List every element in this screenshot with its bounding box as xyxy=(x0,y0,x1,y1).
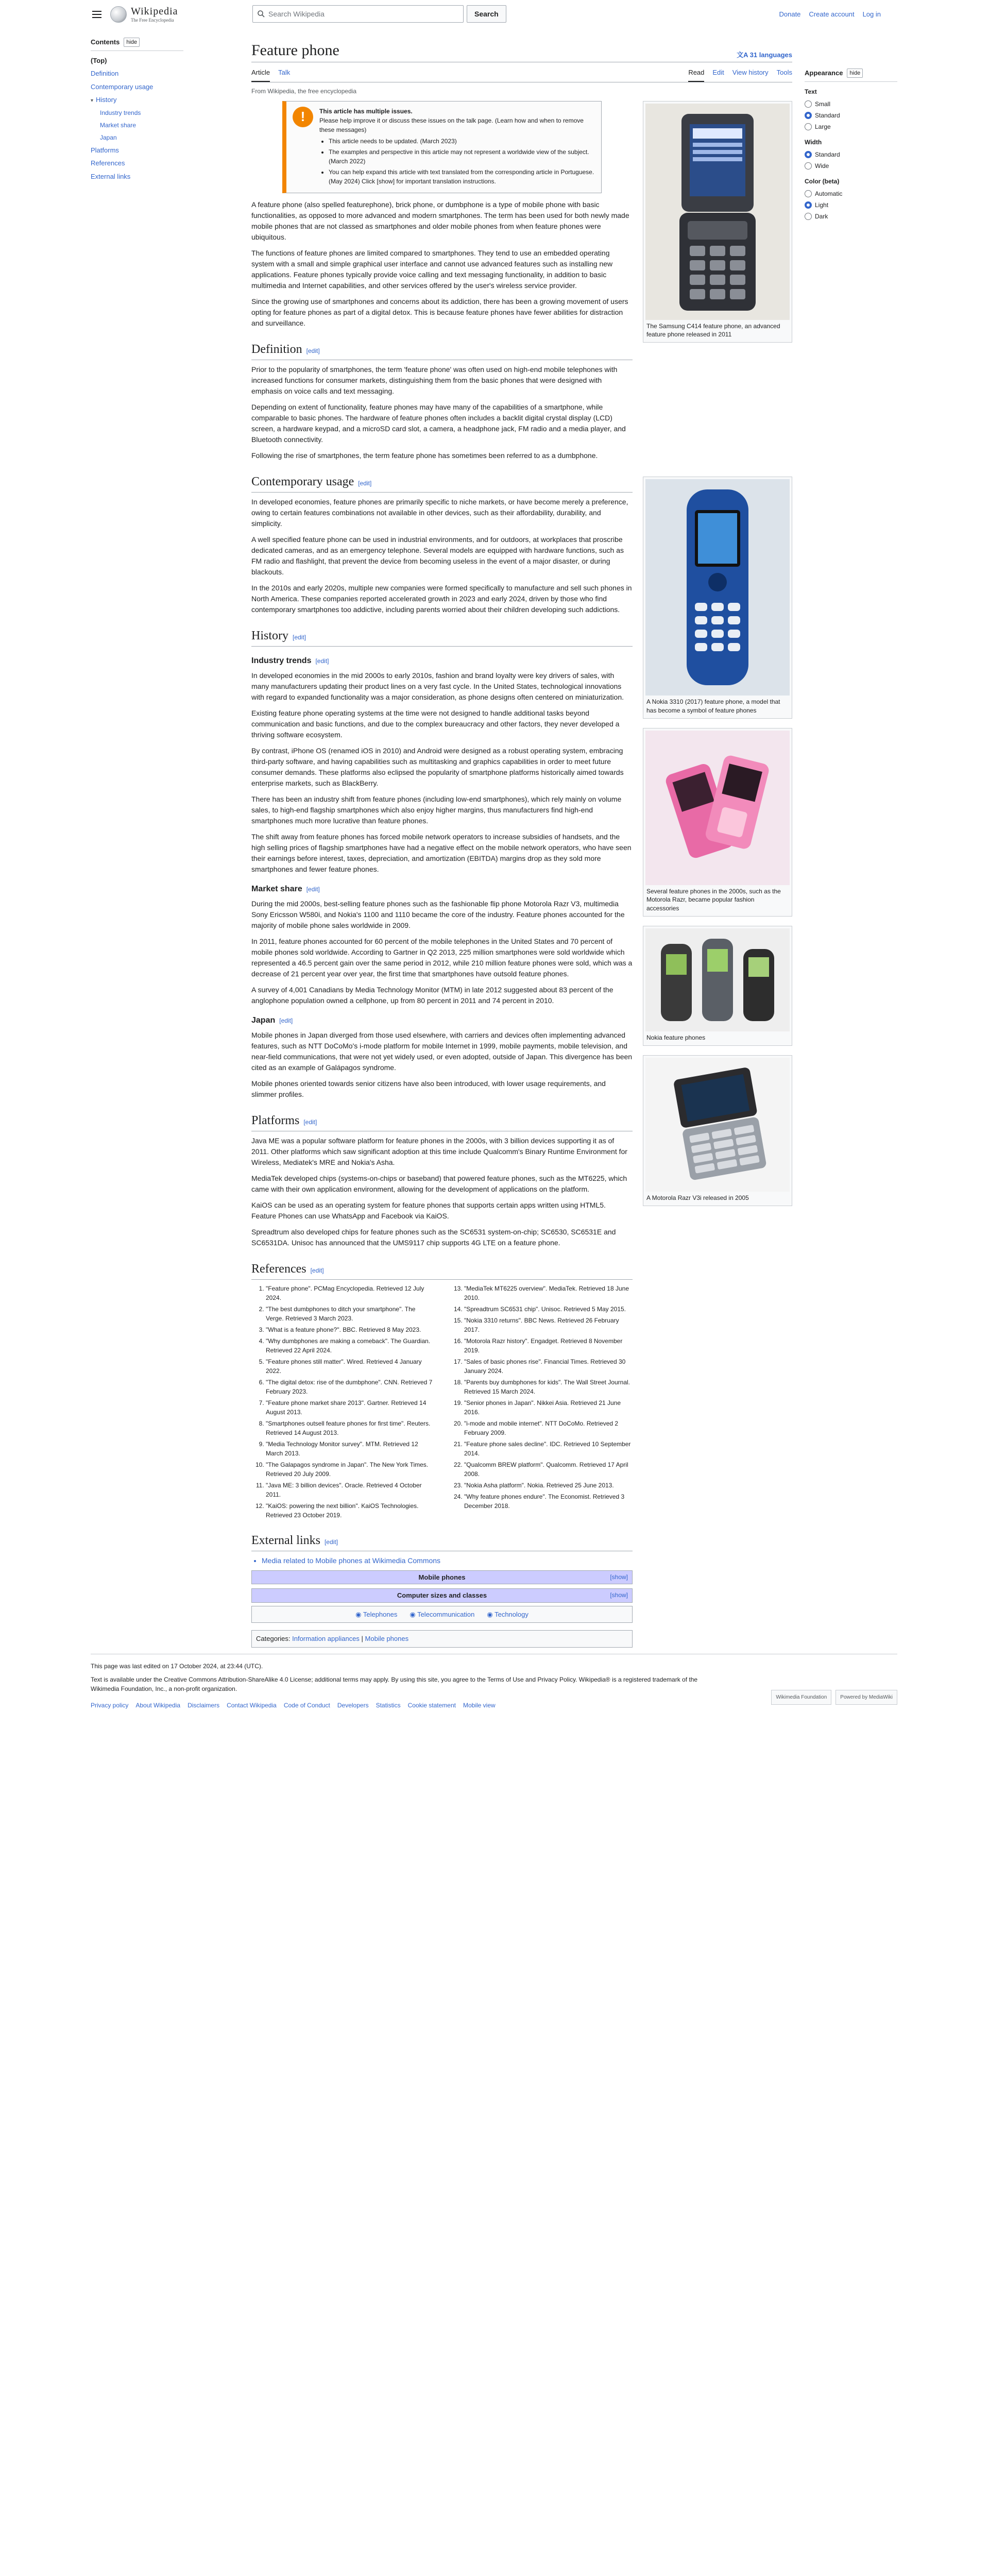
site-tagline: The Free Encyclopedia xyxy=(131,18,174,23)
search-icon xyxy=(257,10,265,18)
section-heading xyxy=(251,626,633,647)
section-paragraph: During the mid 2000s, best-selling feature phones such as the fashionable flip phone Motorola Razr V3, multimedia Sony Ericsson W580i, and Nokia's 1100 and 1110 became the core of the industry. Feature phones accounted for the majority of mobile phone sales worldwide in 2009. xyxy=(251,899,625,929)
portal-link[interactable] xyxy=(487,1609,528,1620)
reference-item: 15. "Nokia 3310 returns". BBC News. Retrieved 26 February 2017. xyxy=(464,1316,633,1334)
reference-item: 22. "Qualcomm BREW platform". Qualcomm. Retrieved 17 April 2008. xyxy=(464,1460,633,1479)
figure xyxy=(643,926,792,1046)
section-paragraph: KaiOS can be used as an operating system for feature phones that supports certain apps written using HTML5. Feature Phones can use WhatsApp and Facebook via KaiOS. xyxy=(251,1200,606,1220)
footer-link[interactable]: Statistics xyxy=(376,1702,401,1709)
radio-button[interactable] xyxy=(805,151,812,158)
categories-label: Categories: xyxy=(256,1635,291,1642)
table-of-contents xyxy=(91,37,183,183)
figure-image[interactable] xyxy=(645,104,790,320)
reference-item: 21. "Feature phone sales decline". IDC. Retrieved 10 September 2014. xyxy=(464,1439,633,1458)
appearance-option-label: Wide xyxy=(815,162,829,170)
hamburger-menu-icon[interactable] xyxy=(91,8,103,21)
toc-item[interactable] xyxy=(91,80,183,94)
navbox-title-text: Mobile phones xyxy=(418,1573,466,1581)
reference-item: 8. "Smartphones outsell feature phones for first time". Reuters. Retrieved 14 August 2013. xyxy=(266,1419,434,1437)
appearance-group xyxy=(805,87,897,132)
toc-hide-button[interactable]: hide xyxy=(124,38,140,47)
section-heading xyxy=(251,1111,633,1131)
from-line: From Wikipedia, the free encyclopedia xyxy=(251,87,357,95)
reference-item: 19. "Senior phones in Japan". Nikkei Asia. Retrieved 21 June 2016. xyxy=(464,1398,633,1417)
appearance-group-title: Width xyxy=(805,138,822,146)
header-link-log-in[interactable]: Log in xyxy=(862,10,881,18)
issues-notice-box xyxy=(282,101,602,193)
portal-link[interactable] xyxy=(410,1609,474,1620)
appearance-panel xyxy=(805,68,897,222)
header-link-create-account[interactable]: Create account xyxy=(809,10,855,18)
tab-edit[interactable]: Edit xyxy=(712,69,724,76)
ambox-issue: • This article needs to be updated. (March 2023) xyxy=(329,137,595,146)
radio-button[interactable] xyxy=(805,123,812,130)
warning-icon: ! xyxy=(293,107,313,127)
languages-label: 31 languages xyxy=(749,50,792,59)
appearance-group-title: Text xyxy=(805,88,817,95)
section-heading xyxy=(251,1014,633,1027)
search-input[interactable] xyxy=(252,5,464,23)
navbox-title xyxy=(252,1589,632,1602)
portal-icon: ◉ xyxy=(410,1610,418,1618)
radio-button[interactable] xyxy=(805,162,812,170)
appearance-option[interactable] xyxy=(805,160,897,172)
intro-paragraph: Since the growing use of smartphones and concerns about its addiction, there has been a growing movement of users opting for feature phones as part of a digital detox. This is because feature phones have fewer abilities for distraction and surveillance. xyxy=(251,297,628,327)
reference-item: 18. "Parents buy dumbphones for kids". The Wall Street Journal. Retrieved 15 March 2024. xyxy=(464,1378,633,1396)
section-paragraph: By contrast, iPhone OS (renamed iOS in 2010) and Android were designed as a robust operating system, embracing third-party software, and having capabilities such as multitasking and graphics capabilities in order to meet future consumer demands. These platforms also eclipsed the popularity of smartphone platforms historically aimed towards enterprise markets, such as BlackBerry. xyxy=(251,746,624,787)
toc-title: Contents xyxy=(91,38,120,46)
section-paragraph: Following the rise of smartphones, the term feature phone has sometimes been referred to as a dumbphone. xyxy=(251,451,598,460)
edit-link[interactable]: [edit] xyxy=(324,1538,338,1546)
section-heading-text: Definition xyxy=(251,342,302,356)
site-name: Wikipedia xyxy=(131,6,178,17)
category-link[interactable]: Mobile phones xyxy=(365,1635,409,1642)
edit-link[interactable]: [edit] xyxy=(293,633,306,641)
external-link[interactable]: • Media related to Mobile phones at Wikimedia Commons xyxy=(262,1555,633,1566)
header-link-donate[interactable]: Donate xyxy=(779,10,801,18)
appearance-group xyxy=(805,138,897,172)
reference-item: 4. "Why dumbphones are making a comeback". The Guardian. Retrieved 22 April 2024. xyxy=(266,1336,434,1355)
toc-item-label: (Top) xyxy=(91,56,107,64)
edit-link[interactable]: [edit] xyxy=(306,885,320,893)
section-paragraph: The shift away from feature phones has forced mobile network operators to increase subsidies of handsets, and the high selling prices of flagship smartphones have had a negative effect on the mobile network operators, who have seen their earnings before interest, taxes, depreciation, and amortization (EBITDA) margins drop as they sold more smartphones and fewer feature phones. xyxy=(251,832,632,873)
appearance-group xyxy=(805,177,897,222)
radio-button[interactable] xyxy=(805,190,812,197)
section-paragraph: In developed economies in the mid 2000s to early 2010s, fashion and brand loyalty were key drivers of sales, with many manufacturers updating their product lines on a very fast cycle. In the United States, technological innovations with regard to expanded functionality was a major consideration, as phone designs often centered on miniaturization. xyxy=(251,671,624,701)
edit-link[interactable]: [edit] xyxy=(279,1016,293,1024)
figure-image[interactable] xyxy=(645,731,790,885)
section-paragraph: A well specified feature phone can be used in industrial environments, and for outdoors, at workplaces that proscribe dedicated cameras, and as an emergency telephone. Several models are equipped with hardware functions, such as FM radio and flashlight, that prevent the device from becoming useless in the event of a major disaster, or during blackouts. xyxy=(251,535,624,576)
toc-item[interactable] xyxy=(91,157,183,170)
section-paragraph: In developed economies, feature phones are primarily specific to niche markets, or have become merely a preference, owing to certain features combinations not available in other devices, such as their affordability, durability, and simplicity. xyxy=(251,497,628,528)
section-paragraph: Spreadtrum also developed chips for feature phones such as the SC6531 system-on-chip; SC6530, SC6531E and SC6531DA. Unisoc has announced that the UMS9117 chip supports 4G LTE on a feature phone. xyxy=(251,1227,616,1247)
navbox xyxy=(251,1588,633,1603)
appearance-option[interactable] xyxy=(805,121,897,132)
section-paragraph: MediaTek developed chips (systems-on-chips or baseband) that powered feature phones, such as the MT6225, which came with their own application environment, allowing for the development of applications on the platform. xyxy=(251,1174,627,1193)
appearance-group-title: Color (beta) xyxy=(805,177,840,185)
tab-view-history[interactable]: View history xyxy=(732,69,769,76)
reference-item: 17. "Sales of basic phones rise". Financial Times. Retrieved 30 January 2024. xyxy=(464,1357,633,1376)
ambox-title: This article has multiple issues. xyxy=(319,107,413,115)
appearance-option-label: Standard xyxy=(815,111,840,119)
tab-talk[interactable]: Talk xyxy=(278,69,291,76)
appearance-option-label: Standard xyxy=(815,150,840,158)
figure xyxy=(643,101,792,343)
reference-item: 5. "Feature phones still matter". Wired. Retrieved 4 January 2022. xyxy=(266,1357,434,1376)
figure-image[interactable] xyxy=(645,1058,790,1192)
edit-link[interactable]: [edit] xyxy=(358,479,372,487)
section-paragraph: There has been an industry shift from feature phones (including low-end smartphones), which rely mainly on volume sales, to high-end flagship smartphones which also enjoy higher margins, thus manufacturers find high-end smartphones much more lucrative than feature phones. xyxy=(251,794,622,825)
toc-item[interactable] xyxy=(91,93,183,107)
footer-link[interactable]: About Wikipedia xyxy=(135,1702,181,1709)
intro-paragraph: A feature phone (also spelled featurephone), brick phone, or dumbphone is a type of mobile phone with basic functionalities, as opposed to more advanced and modern smartphones. The term has been used for both newly made mobile phones that are not classed as smartphones and older mobile phones from when feature phones were ubiquitous. xyxy=(251,200,629,241)
search-button[interactable]: Search xyxy=(467,5,506,23)
appearance-option[interactable] xyxy=(805,110,897,121)
portal-label: Telephones xyxy=(363,1610,398,1618)
toc-item[interactable] xyxy=(91,170,183,183)
portal-label: Technology xyxy=(494,1610,528,1618)
toc-item[interactable] xyxy=(91,119,183,131)
appearance-hide-button[interactable]: hide xyxy=(847,69,863,78)
reference-item: 20. "i-mode and mobile internet". NTT DoCoMo. Retrieved 2 February 2009. xyxy=(464,1419,633,1437)
navbox xyxy=(251,1570,633,1585)
reference-item: 11. "Java ME: 3 billion devices". Oracle. Retrieved 4 October 2011. xyxy=(266,1481,434,1499)
reference-item: 3. "What is a feature phone?". BBC. Retrieved 8 May 2023. xyxy=(266,1325,434,1334)
license-text: Text is available under the Creative Commons Attribution-ShareAlike 4.0 License; additional terms may apply. By using this site, you agree to the Terms of Use and Privacy Policy. Wikipedia® is a registered trademark of the Wikimedia Foundation, Inc., a non-profit organization. xyxy=(91,1676,698,1692)
section-heading-text: Contemporary usage xyxy=(251,474,354,488)
toc-item-label: Industry trends xyxy=(100,109,141,116)
appearance-option[interactable] xyxy=(805,149,897,160)
site-header xyxy=(0,0,989,29)
toc-item-label: History xyxy=(96,96,117,104)
references-heading: References [edit] xyxy=(251,1260,633,1280)
globe-logo-icon xyxy=(110,6,127,23)
reference-item: 7. "Feature phone market share 2013". Gartner. Retrieved 14 August 2013. xyxy=(266,1398,434,1417)
toc-list xyxy=(91,54,183,183)
radio-button[interactable] xyxy=(805,213,812,220)
figure-caption: The Samsung C414 feature phone, an advanced feature phone released in 2011 xyxy=(646,322,780,338)
appearance-option-label: Automatic xyxy=(815,190,843,197)
user-links xyxy=(779,9,881,20)
reference-item: 12. "KaiOS: powering the next billion". KaiOS Technologies. Retrieved 23 October 2019. xyxy=(266,1501,434,1520)
translate-icon: 文A xyxy=(737,50,750,59)
appearance-option-label: Large xyxy=(815,123,831,130)
figure xyxy=(643,477,792,719)
tab-read[interactable]: Read xyxy=(688,65,704,82)
footer-link[interactable]: Developers xyxy=(337,1702,369,1709)
toc-item-label: Market share xyxy=(100,121,137,129)
search-placeholder: Search Wikipedia xyxy=(268,9,325,18)
toc-item-label: Contemporary usage xyxy=(91,82,154,91)
appearance-option[interactable] xyxy=(805,199,897,211)
navbox-title-text: Computer sizes and classes xyxy=(397,1591,487,1599)
footer-link[interactable]: Mobile view xyxy=(463,1702,496,1709)
page-title: Feature phone xyxy=(251,42,339,59)
reference-item: 6. "The digital detox: rise of the dumbphone". CNN. Retrieved 7 February 2023. xyxy=(266,1378,434,1396)
reference-item: 14. "Spreadtrum SC6531 chip". Unisoc. Retrieved 5 May 2015. xyxy=(464,1304,633,1314)
reference-item: 16. "Motorola Razr history". Engadget. Retrieved 8 November 2019. xyxy=(464,1336,633,1355)
footer-link[interactable]: Contact Wikipedia xyxy=(227,1702,277,1709)
toc-item[interactable] xyxy=(91,67,183,80)
section-paragraph: In 2011, feature phones accounted for 60 percent of the mobile telephones in the United States and 70 percent of mobile phones sold worldwide. According to Gartner in Q2 2013, 225 million smartphones were sold worldwide which represented a 46.5 percent gain over the same period in 2012, while 210 million feature phones were sold, which was a decrease of 21 percent year over year, the first time that smartphones have outsold feature phones. xyxy=(251,937,633,978)
languages-button[interactable] xyxy=(737,50,792,60)
article-main xyxy=(251,41,792,1648)
reference-item: 23. "Nokia Asha platform". Nokia. Retrieved 25 June 2013. xyxy=(464,1481,633,1490)
last-edited: This page was last edited on 17 October 2024, at 23:44 (UTC). xyxy=(91,1663,263,1670)
section-heading-text: Japan xyxy=(251,1015,276,1025)
section-heading-text: Market share xyxy=(251,884,302,893)
figure xyxy=(643,728,792,917)
wikipedia-logo[interactable] xyxy=(110,6,178,23)
section-paragraph: Prior to the popularity of smartphones, the term 'feature phone' was often used on high-end mobile telephones with increased functions for consumer markets, distinguishing them from the basic phones that were designed with emphasis on voice calls and text messaging. xyxy=(251,365,618,395)
footer-link[interactable]: Cookie statement xyxy=(407,1702,456,1709)
toc-item-label: External links xyxy=(91,172,131,180)
radio-button[interactable] xyxy=(805,201,812,209)
radio-button[interactable] xyxy=(805,112,812,119)
radio-button[interactable] xyxy=(805,100,812,108)
figure-caption: Several feature phones in the 2000s, such as the Motorola Razr, became popular fashion accessories xyxy=(646,887,781,912)
edit-link[interactable]: [edit] xyxy=(315,657,329,665)
section-paragraph: Existing feature phone operating systems at the time were not designed to handle additional tasks beyond communication and basic functions, and due to the complex bureaucracy and other factors, they never developed a thriving software ecosystem. xyxy=(251,708,620,739)
figure xyxy=(643,1055,792,1206)
appearance-option-label: Light xyxy=(815,201,829,209)
edit-link[interactable]: [edit] xyxy=(306,347,320,354)
toc-item-label: References xyxy=(91,159,125,167)
section-paragraph: A survey of 4,001 Canadians by Media Technology Monitor (MTM) in late 2012 suggested about 83 percent of the anglophone population owned a cellphone, up from 80 percent in 2011 and 74 percent in 2010. xyxy=(251,985,613,1005)
section-heading-text: Industry trends xyxy=(251,656,312,665)
section-paragraph: Mobile phones in Japan diverged from those used elsewhere, with carriers and devices often implementing advanced features, such as NTT DoCoMo's i-mode platform for mobile Internet in 1999, mobile payments, mobile television, and near-field communications, that were not yet widely used, or even adopted, outside of Japan. This divergence has been cited as an example of Galápagos syndrome. xyxy=(251,1030,633,1072)
portal-bar xyxy=(251,1606,633,1623)
portal-label: Telecommunication xyxy=(417,1610,475,1618)
category-link[interactable]: Information appliances xyxy=(292,1635,360,1642)
section-paragraph: Depending on extent of functionality, feature phones may have many of the capabilities of a smartphone, while comparable to basic phones. The hardware of feature phones often includes a backlit digital crystal display (LCD) screen, a hardware keypad, and a microSD card slot, a camera, a headphone jack, FM radio and a media player, and Bluetooth connectivity. xyxy=(251,402,626,444)
navbox-toggle-button[interactable]: [show] xyxy=(610,1573,628,1581)
figure-image[interactable] xyxy=(645,928,790,1031)
toc-item[interactable] xyxy=(91,144,183,157)
figure-caption: A Nokia 3310 (2017) feature phone, a model that has become a symbol of feature phones xyxy=(646,698,780,714)
section-heading xyxy=(251,883,633,895)
edit-link[interactable]: [edit] xyxy=(303,1118,317,1126)
footer-link[interactable]: Code of Conduct xyxy=(283,1702,330,1709)
reference-item: 1. "Feature phone". PCMag Encyclopedia. Retrieved 12 July 2024. xyxy=(266,1284,434,1302)
section-heading-text: Platforms xyxy=(251,1113,300,1127)
section-heading-text: History xyxy=(251,629,288,642)
footer-link[interactable]: Privacy policy xyxy=(91,1702,129,1709)
reference-item: 9. "Media Technology Monitor survey". MTM. Retrieved 12 March 2013. xyxy=(266,1439,434,1458)
toc-item[interactable] xyxy=(91,54,183,67)
toc-item-label: Platforms xyxy=(91,146,119,154)
section-heading xyxy=(251,655,633,667)
navbox-title xyxy=(252,1571,632,1584)
edit-link[interactable]: [edit] xyxy=(310,1266,324,1274)
ambox-issue: • You can help expand this article with text translated from the corresponding article in Portuguese. (May 2024) Click [show] for important translation instructions. xyxy=(329,167,595,186)
intro-paragraph: The functions of feature phones are limited compared to smartphones. They tend to use an embedded operating system with a small and simple graphical user interface and cannot use advanced features such as installing new applications. Feature phones typically provide voice calling and text messaging functionality, in addition to basic multimedia and Internet capabilities, and other services offered by the user's wireless service provider. xyxy=(251,248,613,290)
reference-item: 13. "MediaTek MT6225 overview". MediaTek. Retrieved 18 June 2010. xyxy=(464,1284,633,1302)
reference-item: 2. "The best dumbphones to ditch your smartphone". The Verge. Retrieved 3 March 2023. xyxy=(266,1304,434,1323)
toc-item-label: Japan xyxy=(100,133,117,141)
references-list xyxy=(251,1284,633,1520)
figure-caption: Nokia feature phones xyxy=(646,1034,706,1042)
footer-badge[interactable]: Wikimedia Foundation xyxy=(771,1690,831,1705)
reference-item: 10. "The Galapagos syndrome in Japan". The New York Times. Retrieved 20 July 2009. xyxy=(266,1460,434,1479)
ambox-intro: Please help improve it or discuss these issues on the talk page. (Learn how and when to remove these messages) xyxy=(319,116,584,133)
figure-image[interactable] xyxy=(645,479,790,696)
toc-item-label: Definition xyxy=(91,70,119,77)
footer-link[interactable]: Disclaimers xyxy=(187,1702,220,1709)
appearance-title: Appearance xyxy=(805,69,843,77)
section-paragraph: Mobile phones oriented towards senior citizens have also been introduced, with lower usage requirements, and slimmer profiles. xyxy=(251,1079,606,1098)
navbox-toggle-button[interactable]: [show] xyxy=(610,1591,628,1599)
appearance-option-label: Dark xyxy=(815,212,828,220)
toc-item[interactable] xyxy=(91,131,183,144)
portal-icon: ◉ xyxy=(355,1610,363,1618)
toc-item[interactable] xyxy=(91,107,183,119)
ambox-issue: • The examples and perspective in this article may not represent a worldwide view of the subject. (March 2022) xyxy=(329,147,595,166)
footer-badge[interactable]: Powered by MediaWiki xyxy=(835,1690,897,1705)
appearance-option[interactable] xyxy=(805,188,897,199)
section-paragraph: In the 2010s and early 2020s, multiple new companies were formed specifically to manufacture and sell such phones in North America. These companies reported accelerated growth in 2023 and early 2024, driven by those who find contemporary smartphones too addictive, including parents worried about their children developing such addictions. xyxy=(251,583,632,614)
section-heading xyxy=(251,340,633,360)
appearance-option-label: Small xyxy=(815,100,831,108)
tab-article[interactable]: Article xyxy=(251,65,270,82)
category-links: Categories: Information appliances | Mobile phones xyxy=(251,1630,633,1648)
tab-tools[interactable]: Tools xyxy=(776,69,792,76)
appearance-option[interactable] xyxy=(805,98,897,110)
appearance-option[interactable] xyxy=(805,211,897,222)
chevron-down-icon[interactable]: ▾ xyxy=(91,98,94,104)
section-heading xyxy=(251,472,633,493)
external-links-heading: External links [edit] xyxy=(251,1531,633,1551)
section-paragraph: Java ME was a popular software platform for feature phones in the 2000s, with 3 billion devices supporting it as of 2011. Other platforms which saw significant adoption at this time include Qualcomm's Binary Runtime Environment for Wireless, Mediatek's MRE and Nokia's Asha. xyxy=(251,1136,627,1166)
figure-caption: A Motorola Razr V3i released in 2005 xyxy=(646,1194,749,1201)
reference-item: 24. "Why feature phones endure". The Economist. Retrieved 3 December 2018. xyxy=(464,1492,633,1511)
portal-icon: ◉ xyxy=(487,1610,495,1618)
footer xyxy=(91,1654,897,1710)
portal-link[interactable] xyxy=(355,1609,397,1620)
